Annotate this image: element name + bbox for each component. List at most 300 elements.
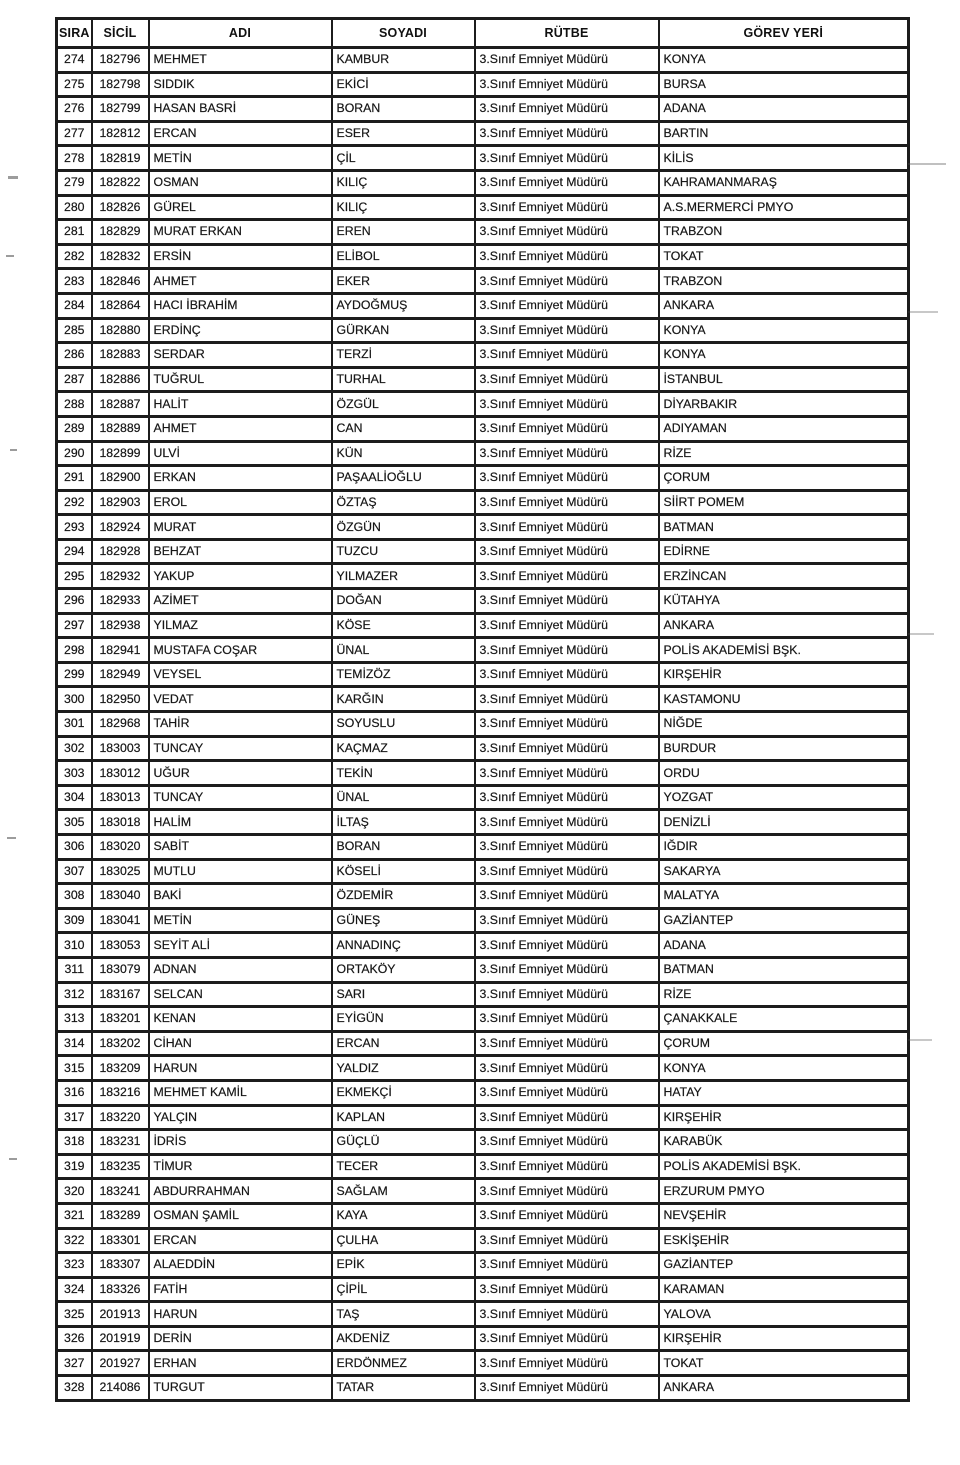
cell-gorev-yeri: KARABÜK (659, 1130, 909, 1155)
cell-sira: 305 (57, 810, 92, 835)
cell-rutbe: 3.Sınıf Emniyet Müdürü (475, 195, 659, 220)
cell-adi: CİHAN (149, 1031, 332, 1056)
cell-rutbe: 3.Sınıf Emniyet Müdürü (475, 613, 659, 638)
table-row (57, 662, 909, 687)
cell-soyadi: TURHAL (332, 367, 475, 392)
cell-sira: 276 (57, 97, 92, 122)
table-row (57, 638, 909, 663)
table-row (57, 48, 909, 73)
scan-speck (10, 449, 17, 451)
cell-rutbe: 3.Sınıf Emniyet Müdürü (475, 343, 659, 368)
table-row (57, 933, 909, 958)
cell-sicil: 183202 (92, 1031, 149, 1056)
cell-sira: 303 (57, 761, 92, 786)
cell-rutbe: 3.Sınıf Emniyet Müdürü (475, 269, 659, 294)
cell-sira: 322 (57, 1228, 92, 1253)
cell-gorev-yeri: DENİZLİ (659, 810, 909, 835)
cell-sira: 324 (57, 1277, 92, 1302)
table-row (57, 1130, 909, 1155)
cell-sicil: 183013 (92, 785, 149, 810)
cell-rutbe: 3.Sınıf Emniyet Müdürü (475, 638, 659, 663)
table-row (57, 539, 909, 564)
cell-rutbe: 3.Sınıf Emniyet Müdürü (475, 1302, 659, 1327)
cell-rutbe: 3.Sınıf Emniyet Müdürü (475, 441, 659, 466)
cell-adi: MUSTAFA COŞAR (149, 638, 332, 663)
cell-rutbe: 3.Sınıf Emniyet Müdürü (475, 318, 659, 343)
cell-adi: METİN (149, 908, 332, 933)
cell-sicil: 201919 (92, 1326, 149, 1351)
cell-sira: 323 (57, 1253, 92, 1278)
scan-speck (908, 633, 934, 635)
cell-adi: YILMAZ (149, 613, 332, 638)
cell-gorev-yeri: POLİS AKADEMİSİ BŞK. (659, 638, 909, 663)
cell-sira: 320 (57, 1179, 92, 1204)
cell-adi: GÜREL (149, 195, 332, 220)
cell-sicil: 183003 (92, 736, 149, 761)
cell-rutbe: 3.Sınıf Emniyet Müdürü (475, 416, 659, 441)
cell-adi: YALÇIN (149, 1105, 332, 1130)
cell-rutbe: 3.Sınıf Emniyet Müdürü (475, 1130, 659, 1155)
cell-gorev-yeri: KIRŞEHİR (659, 662, 909, 687)
cell-soyadi: ÇULHA (332, 1228, 475, 1253)
cell-sira: 285 (57, 318, 92, 343)
cell-adi: KENAN (149, 1007, 332, 1032)
table-row (57, 908, 909, 933)
cell-gorev-yeri: KIRŞEHİR (659, 1326, 909, 1351)
cell-sicil: 183012 (92, 761, 149, 786)
cell-sicil: 214086 (92, 1376, 149, 1401)
cell-sicil: 182941 (92, 638, 149, 663)
cell-rutbe: 3.Sınıf Emniyet Müdürü (475, 884, 659, 909)
cell-sira: 325 (57, 1302, 92, 1327)
col-header-gorev-yeri: GÖREV YERİ (659, 19, 909, 48)
cell-rutbe: 3.Sınıf Emniyet Müdürü (475, 933, 659, 958)
cell-gorev-yeri: RİZE (659, 441, 909, 466)
cell-adi: METİN (149, 146, 332, 171)
table-row (57, 1007, 909, 1032)
cell-adi: TİMUR (149, 1154, 332, 1179)
cell-sicil: 182864 (92, 293, 149, 318)
table-row (57, 515, 909, 540)
cell-soyadi: TECER (332, 1154, 475, 1179)
table-row (57, 613, 909, 638)
cell-sicil: 182968 (92, 712, 149, 737)
cell-soyadi: TEMİZÖZ (332, 662, 475, 687)
cell-gorev-yeri: TRABZON (659, 220, 909, 245)
table-row (57, 343, 909, 368)
table-row (57, 1351, 909, 1376)
cell-rutbe: 3.Sınıf Emniyet Müdürü (475, 1031, 659, 1056)
cell-adi: MEHMET KAMİL (149, 1080, 332, 1105)
cell-sicil: 183018 (92, 810, 149, 835)
cell-gorev-yeri: YOZGAT (659, 785, 909, 810)
cell-soyadi: EYİGÜN (332, 1007, 475, 1032)
cell-sicil: 183201 (92, 1007, 149, 1032)
cell-sira: 296 (57, 589, 92, 614)
cell-soyadi: KILIÇ (332, 170, 475, 195)
cell-sira: 307 (57, 859, 92, 884)
table-row (57, 761, 909, 786)
cell-sira: 321 (57, 1203, 92, 1228)
cell-rutbe: 3.Sınıf Emniyet Müdürü (475, 1007, 659, 1032)
cell-soyadi: ERCAN (332, 1031, 475, 1056)
table-row (57, 490, 909, 515)
cell-gorev-yeri: POLİS AKADEMİSİ BŞK. (659, 1154, 909, 1179)
cell-soyadi: TATAR (332, 1376, 475, 1401)
cell-sira: 314 (57, 1031, 92, 1056)
cell-sicil: 183053 (92, 933, 149, 958)
cell-gorev-yeri: ADANA (659, 933, 909, 958)
cell-gorev-yeri: YALOVA (659, 1302, 909, 1327)
cell-adi: SELCAN (149, 982, 332, 1007)
table-row (57, 835, 909, 860)
cell-rutbe: 3.Sınıf Emniyet Müdürü (475, 785, 659, 810)
cell-gorev-yeri: KİLİS (659, 146, 909, 171)
cell-gorev-yeri: SAKARYA (659, 859, 909, 884)
cell-sicil: 183326 (92, 1277, 149, 1302)
table-row (57, 1056, 909, 1081)
cell-gorev-yeri: KAHRAMANMARAŞ (659, 170, 909, 195)
cell-sicil: 183216 (92, 1080, 149, 1105)
cell-gorev-yeri: NİĞDE (659, 712, 909, 737)
cell-soyadi: YILMAZER (332, 564, 475, 589)
cell-sira: 279 (57, 170, 92, 195)
table-row (57, 97, 909, 122)
cell-sicil: 183079 (92, 957, 149, 982)
cell-rutbe: 3.Sınıf Emniyet Müdürü (475, 1203, 659, 1228)
cell-adi: ERKAN (149, 466, 332, 491)
cell-soyadi: GÜRKAN (332, 318, 475, 343)
table-row (57, 957, 909, 982)
cell-sira: 289 (57, 416, 92, 441)
cell-adi: MUTLU (149, 859, 332, 884)
cell-gorev-yeri: KASTAMONU (659, 687, 909, 712)
cell-sira: 281 (57, 220, 92, 245)
cell-sicil: 182799 (92, 97, 149, 122)
cell-sicil: 183235 (92, 1154, 149, 1179)
cell-rutbe: 3.Sınıf Emniyet Müdürü (475, 908, 659, 933)
cell-rutbe: 3.Sınıf Emniyet Müdürü (475, 957, 659, 982)
cell-adi: HALİM (149, 810, 332, 835)
cell-sicil: 182822 (92, 170, 149, 195)
cell-rutbe: 3.Sınıf Emniyet Müdürü (475, 1154, 659, 1179)
cell-sira: 309 (57, 908, 92, 933)
cell-gorev-yeri: TRABZON (659, 269, 909, 294)
cell-sicil: 183241 (92, 1179, 149, 1204)
table-row (57, 884, 909, 909)
table-row (57, 1302, 909, 1327)
cell-adi: ERSİN (149, 244, 332, 269)
cell-gorev-yeri: TOKAT (659, 1351, 909, 1376)
cell-gorev-yeri: GAZİANTEP (659, 1253, 909, 1278)
cell-soyadi: SOYUSLU (332, 712, 475, 737)
cell-gorev-yeri: TOKAT (659, 244, 909, 269)
cell-adi: HALİT (149, 392, 332, 417)
cell-adi: İDRİS (149, 1130, 332, 1155)
cell-sira: 316 (57, 1080, 92, 1105)
cell-sicil: 182796 (92, 48, 149, 73)
table-row (57, 416, 909, 441)
table-row (57, 1326, 909, 1351)
cell-soyadi: TERZİ (332, 343, 475, 368)
cell-sira: 280 (57, 195, 92, 220)
cell-rutbe: 3.Sınıf Emniyet Müdürü (475, 293, 659, 318)
cell-soyadi: GÜÇLÜ (332, 1130, 475, 1155)
cell-sira: 300 (57, 687, 92, 712)
table-row (57, 121, 909, 146)
cell-rutbe: 3.Sınıf Emniyet Müdürü (475, 490, 659, 515)
cell-sira: 292 (57, 490, 92, 515)
cell-gorev-yeri: BATMAN (659, 515, 909, 540)
cell-sicil: 182887 (92, 392, 149, 417)
cell-soyadi: ÜNAL (332, 785, 475, 810)
cell-sira: 304 (57, 785, 92, 810)
table-row (57, 244, 909, 269)
cell-sira: 306 (57, 835, 92, 860)
cell-soyadi: ORTAKÖY (332, 957, 475, 982)
col-header-sira: SIRA (57, 19, 92, 48)
cell-soyadi: KÖSELİ (332, 859, 475, 884)
cell-sira: 326 (57, 1326, 92, 1351)
table-row (57, 170, 909, 195)
cell-sicil: 182933 (92, 589, 149, 614)
cell-sira: 297 (57, 613, 92, 638)
cell-soyadi: ÇİL (332, 146, 475, 171)
cell-soyadi: SARI (332, 982, 475, 1007)
cell-sira: 311 (57, 957, 92, 982)
cell-sira: 282 (57, 244, 92, 269)
cell-gorev-yeri: KARAMAN (659, 1277, 909, 1302)
cell-sira: 293 (57, 515, 92, 540)
cell-rutbe: 3.Sınıf Emniyet Müdürü (475, 466, 659, 491)
cell-gorev-yeri: BATMAN (659, 957, 909, 982)
cell-adi: HARUN (149, 1302, 332, 1327)
cell-rutbe: 3.Sınıf Emniyet Müdürü (475, 1351, 659, 1376)
cell-gorev-yeri: ÇORUM (659, 1031, 909, 1056)
cell-sicil: 182812 (92, 121, 149, 146)
cell-gorev-yeri: BURSA (659, 72, 909, 97)
cell-gorev-yeri: ANKARA (659, 1376, 909, 1401)
table-row (57, 392, 909, 417)
table-row (57, 1031, 909, 1056)
cell-adi: TAHİR (149, 712, 332, 737)
cell-sira: 291 (57, 466, 92, 491)
table-row (57, 195, 909, 220)
cell-soyadi: AYDOĞMUŞ (332, 293, 475, 318)
cell-rutbe: 3.Sınıf Emniyet Müdürü (475, 515, 659, 540)
col-header-sicil: SİCİL (92, 19, 149, 48)
cell-gorev-yeri: ADANA (659, 97, 909, 122)
cell-soyadi: KÜN (332, 441, 475, 466)
cell-sira: 275 (57, 72, 92, 97)
table-row (57, 293, 909, 318)
table-row (57, 1179, 909, 1204)
cell-soyadi: EKİCİ (332, 72, 475, 97)
cell-soyadi: ÖZGÜN (332, 515, 475, 540)
cell-gorev-yeri: KONYA (659, 48, 909, 73)
cell-rutbe: 3.Sınıf Emniyet Müdürü (475, 835, 659, 860)
cell-rutbe: 3.Sınıf Emniyet Müdürü (475, 220, 659, 245)
cell-sicil: 183040 (92, 884, 149, 909)
table-row (57, 859, 909, 884)
cell-adi: MURAT ERKAN (149, 220, 332, 245)
table-row (57, 1376, 909, 1401)
table-row (57, 1228, 909, 1253)
cell-gorev-yeri: NEVŞEHİR (659, 1203, 909, 1228)
cell-rutbe: 3.Sınıf Emniyet Müdürü (475, 392, 659, 417)
cell-adi: EROL (149, 490, 332, 515)
cell-gorev-yeri: İSTANBUL (659, 367, 909, 392)
cell-soyadi: GÜNEŞ (332, 908, 475, 933)
table-row (57, 367, 909, 392)
cell-soyadi: EKER (332, 269, 475, 294)
cell-sicil: 183301 (92, 1228, 149, 1253)
cell-sicil: 182846 (92, 269, 149, 294)
cell-rutbe: 3.Sınıf Emniyet Müdürü (475, 146, 659, 171)
col-header-soyadi: SOYADI (332, 19, 475, 48)
cell-adi: ULVİ (149, 441, 332, 466)
cell-gorev-yeri: BARTIN (659, 121, 909, 146)
cell-sicil: 182826 (92, 195, 149, 220)
cell-soyadi: ÖZTAŞ (332, 490, 475, 515)
cell-soyadi: ELİBOL (332, 244, 475, 269)
cell-soyadi: KARĞIN (332, 687, 475, 712)
cell-sira: 287 (57, 367, 92, 392)
cell-rutbe: 3.Sınıf Emniyet Müdürü (475, 982, 659, 1007)
table-row (57, 1105, 909, 1130)
table-row (57, 1154, 909, 1179)
cell-soyadi: KAPLAN (332, 1105, 475, 1130)
cell-sicil: 182889 (92, 416, 149, 441)
table-row (57, 72, 909, 97)
cell-gorev-yeri: ANKARA (659, 613, 909, 638)
cell-sira: 315 (57, 1056, 92, 1081)
cell-gorev-yeri: KIRŞEHİR (659, 1105, 909, 1130)
cell-soyadi: CAN (332, 416, 475, 441)
cell-sicil: 182924 (92, 515, 149, 540)
cell-adi: FATİH (149, 1277, 332, 1302)
cell-sira: 295 (57, 564, 92, 589)
table-row (57, 810, 909, 835)
cell-rutbe: 3.Sınıf Emniyet Müdürü (475, 97, 659, 122)
cell-sira: 294 (57, 539, 92, 564)
cell-gorev-yeri: ÇORUM (659, 466, 909, 491)
cell-adi: TUĞRUL (149, 367, 332, 392)
cell-sira: 327 (57, 1351, 92, 1376)
col-header-rutbe: RÜTBE (475, 19, 659, 48)
cell-sira: 319 (57, 1154, 92, 1179)
cell-rutbe: 3.Sınıf Emniyet Müdürü (475, 1277, 659, 1302)
cell-gorev-yeri: ÇANAKKALE (659, 1007, 909, 1032)
cell-sicil: 182886 (92, 367, 149, 392)
cell-sira: 286 (57, 343, 92, 368)
cell-sira: 328 (57, 1376, 92, 1401)
cell-soyadi: ERDÖNMEZ (332, 1351, 475, 1376)
cell-sicil: 182950 (92, 687, 149, 712)
cell-adi: VEDAT (149, 687, 332, 712)
cell-sicil: 183307 (92, 1253, 149, 1278)
table-row (57, 441, 909, 466)
cell-gorev-yeri: ESKİŞEHİR (659, 1228, 909, 1253)
cell-rutbe: 3.Sınıf Emniyet Müdürü (475, 712, 659, 737)
cell-rutbe: 3.Sınıf Emniyet Müdürü (475, 1179, 659, 1204)
cell-soyadi: SAĞLAM (332, 1179, 475, 1204)
cell-sira: 308 (57, 884, 92, 909)
cell-soyadi: ESER (332, 121, 475, 146)
cell-sicil: 183167 (92, 982, 149, 1007)
cell-sira: 298 (57, 638, 92, 663)
cell-sicil: 182903 (92, 490, 149, 515)
cell-adi: MURAT (149, 515, 332, 540)
cell-rutbe: 3.Sınıf Emniyet Müdürü (475, 539, 659, 564)
cell-soyadi: İLTAŞ (332, 810, 475, 835)
header-row (57, 19, 909, 48)
cell-gorev-yeri: KONYA (659, 1056, 909, 1081)
cell-sicil: 183041 (92, 908, 149, 933)
cell-rutbe: 3.Sınıf Emniyet Müdürü (475, 687, 659, 712)
cell-adi: UĞUR (149, 761, 332, 786)
cell-gorev-yeri: BURDUR (659, 736, 909, 761)
personnel-table (55, 17, 910, 1402)
cell-soyadi: TEKİN (332, 761, 475, 786)
cell-sicil: 182883 (92, 343, 149, 368)
cell-soyadi: ÇİPİL (332, 1277, 475, 1302)
cell-adi: ERCAN (149, 121, 332, 146)
cell-gorev-yeri: ORDU (659, 761, 909, 786)
cell-rutbe: 3.Sınıf Emniyet Müdürü (475, 1376, 659, 1401)
cell-gorev-yeri: RİZE (659, 982, 909, 1007)
cell-sicil: 182938 (92, 613, 149, 638)
cell-soyadi: KAÇMAZ (332, 736, 475, 761)
scan-speck (6, 255, 14, 257)
cell-gorev-yeri: GAZİANTEP (659, 908, 909, 933)
cell-rutbe: 3.Sınıf Emniyet Müdürü (475, 1056, 659, 1081)
scan-speck (8, 176, 18, 179)
scan-speck (7, 837, 16, 839)
cell-adi: YAKUP (149, 564, 332, 589)
cell-adi: ERDİNÇ (149, 318, 332, 343)
table-row (57, 318, 909, 343)
cell-soyadi: KÖSE (332, 613, 475, 638)
cell-soyadi: ANNADINÇ (332, 933, 475, 958)
cell-sicil: 182928 (92, 539, 149, 564)
cell-sira: 317 (57, 1105, 92, 1130)
cell-rutbe: 3.Sınıf Emniyet Müdürü (475, 1080, 659, 1105)
cell-adi: TUNCAY (149, 785, 332, 810)
table-row (57, 1277, 909, 1302)
cell-soyadi: TAŞ (332, 1302, 475, 1327)
cell-gorev-yeri: EDİRNE (659, 539, 909, 564)
cell-sicil: 183289 (92, 1203, 149, 1228)
cell-sicil: 183209 (92, 1056, 149, 1081)
cell-rutbe: 3.Sınıf Emniyet Müdürü (475, 170, 659, 195)
cell-adi: ERCAN (149, 1228, 332, 1253)
cell-gorev-yeri: ANKARA (659, 293, 909, 318)
cell-sicil: 182949 (92, 662, 149, 687)
cell-sicil: 182819 (92, 146, 149, 171)
scan-speck (908, 163, 946, 165)
cell-sicil: 182899 (92, 441, 149, 466)
cell-soyadi: KAYA (332, 1203, 475, 1228)
table-row (57, 220, 909, 245)
cell-adi: OSMAN (149, 170, 332, 195)
cell-rutbe: 3.Sınıf Emniyet Müdürü (475, 1326, 659, 1351)
cell-soyadi: ÖZDEMİR (332, 884, 475, 909)
cell-rutbe: 3.Sınıf Emniyet Müdürü (475, 367, 659, 392)
col-header-adi: ADI (149, 19, 332, 48)
cell-sira: 318 (57, 1130, 92, 1155)
cell-rutbe: 3.Sınıf Emniyet Müdürü (475, 589, 659, 614)
